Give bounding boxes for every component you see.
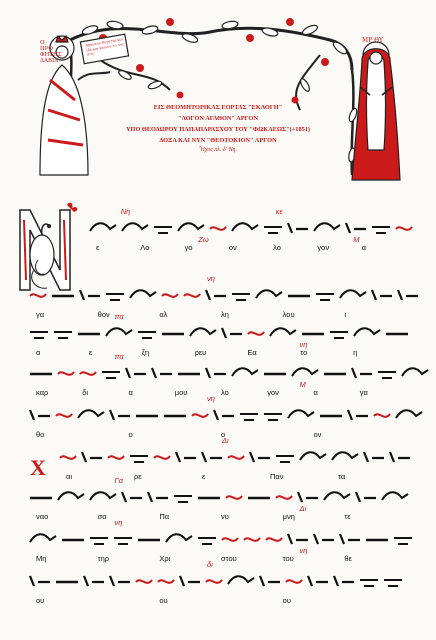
syllable: Πα: [159, 512, 170, 521]
syllable: ε: [202, 472, 206, 481]
neume-glyph: [314, 534, 334, 544]
neume-glyph: [340, 290, 366, 298]
syllable: γα: [359, 388, 368, 397]
echos-label: Ἦχος πλ. δ' Νη.: [199, 147, 237, 153]
title-line-4: ΔΟΞΑ ΚΑΙ ΝΥΝ "ΘΕΟΤΟΚΙΟΝ" ΑΡΓΟΝ: [159, 137, 277, 144]
neume-glyph: [136, 580, 152, 583]
syllable: λου: [282, 310, 295, 319]
neume-glyph: [266, 538, 282, 541]
syllable: λο: [221, 388, 229, 397]
neume-glyph: [352, 368, 372, 378]
neume-glyph: [270, 328, 296, 336]
neume-glyph: [364, 452, 384, 462]
syllable: τηρ: [97, 554, 110, 563]
syllable: σα: [97, 512, 107, 521]
title-line-3: ΥΠΟ ΘΕΟΔΩΡΟΥ ΠΑΠΑΠΑΡΑΣΧΟΥ ΤΟΥ "ΦΩΚΑΕΩΣ"(+1851): [126, 126, 310, 133]
inscription-line: Ο: [40, 40, 45, 46]
syllable: αλ: [159, 310, 168, 319]
syllable: ου: [159, 596, 168, 605]
syllable: Χρι: [159, 554, 171, 563]
inscription-line: ΦΗΤΗΣ: [40, 52, 62, 58]
neume-glyph: [206, 368, 226, 378]
neume-glyph: [184, 294, 200, 297]
neume-glyph: [176, 452, 196, 462]
syllable: ε: [96, 243, 100, 252]
neume-glyph: [90, 223, 116, 231]
neume-glyph: [206, 290, 226, 300]
neume-glyph: [264, 414, 282, 420]
neume-line: [0, 482, 436, 508]
neume-glyph: [222, 538, 238, 541]
syllable: ο: [221, 430, 226, 439]
prophet-inscription: [40, 40, 62, 64]
syllable: γο: [184, 243, 193, 252]
neume-line: [0, 318, 436, 344]
neume-glyph: [154, 227, 172, 233]
neume-glyph: [210, 227, 226, 230]
neume-glyph: [346, 223, 366, 233]
syllable: ου: [282, 596, 291, 605]
neume-glyph: [54, 332, 72, 338]
neume-glyph: [178, 223, 204, 231]
neume-glyph: [330, 332, 348, 338]
neume-glyph: [298, 492, 318, 502]
neume-glyph: [396, 227, 412, 230]
neume-glyph: [154, 456, 170, 459]
syllable: Λο: [140, 243, 150, 252]
neume-glyph: [378, 372, 396, 378]
syllable: θο: [36, 430, 45, 439]
neume-glyph: [292, 368, 318, 376]
martyria-note: Μ: [353, 235, 360, 244]
martyria-note: πα: [114, 312, 124, 321]
neume-glyph: [80, 372, 96, 375]
martyria-note: Ζω: [198, 235, 209, 244]
neume-glyph: [82, 452, 102, 462]
neume-glyph: [232, 294, 250, 300]
theotokos-inscription: ΜΡ ΘΥ: [362, 37, 383, 44]
neume-glyph: [102, 372, 120, 378]
martyria-note: νη: [299, 546, 308, 555]
neume-glyph: [78, 410, 104, 418]
martyria-note: Δι: [222, 436, 229, 445]
syllable: η: [353, 348, 358, 357]
neume-line: [0, 566, 436, 592]
neume-glyph: [56, 414, 72, 417]
neume-glyph: [30, 410, 50, 420]
neume-glyph: [382, 492, 408, 500]
neume-glyph: [30, 332, 48, 338]
neume-line: [0, 400, 436, 426]
neume-glyph: [324, 492, 350, 500]
neume-glyph: [402, 368, 428, 376]
neume-line: [0, 358, 436, 384]
syllable: θον: [97, 310, 110, 319]
martyria-note: νη: [114, 518, 123, 527]
syllable: ον: [228, 243, 237, 252]
syllable: ον: [313, 430, 322, 439]
martyria-note: νη: [207, 274, 215, 283]
neume-glyph: [334, 576, 354, 586]
syllable: ξη: [141, 348, 150, 357]
syllable: στου: [221, 554, 237, 563]
neume-glyph: [288, 223, 308, 233]
neume-glyph: [110, 410, 130, 420]
neume-glyph: [90, 492, 116, 500]
neume-glyph: [108, 456, 124, 459]
title-block: [70, 102, 366, 153]
syllable: ρε: [134, 472, 142, 481]
martyria-note: πα: [114, 352, 124, 361]
neume-glyph: [84, 576, 104, 586]
neume-glyph: [80, 290, 100, 300]
syllable: α: [128, 388, 133, 397]
neume-glyph: [250, 452, 270, 462]
martyria-note: Γα: [114, 476, 124, 485]
martyria-note: νη: [207, 394, 215, 403]
syllable: α: [36, 348, 41, 357]
neume-glyph: [398, 290, 418, 300]
syllable: Παν: [270, 472, 284, 481]
syllable: Μη: [36, 554, 47, 563]
syllable: μνη: [282, 512, 295, 521]
neume-glyph: [60, 456, 76, 459]
neume-glyph: [30, 576, 50, 586]
syllable: τε: [344, 512, 351, 521]
neume-glyph: [396, 410, 422, 418]
syllable: Εα: [247, 348, 257, 357]
neume-glyph: [158, 580, 174, 583]
neume-glyph: [256, 290, 282, 298]
neume-glyph: [166, 534, 192, 542]
neume-glyph: [222, 328, 242, 338]
syllable: ο: [128, 430, 133, 439]
neume-glyph: [130, 290, 156, 298]
syllable: του: [282, 554, 294, 563]
neume-line: [0, 442, 436, 468]
neume-glyph: [192, 414, 208, 417]
syllable: μου: [174, 388, 188, 397]
neume-glyph: [260, 576, 280, 586]
neume-glyph: [286, 580, 302, 583]
neume-glyph: [360, 580, 378, 586]
martyria-note: Νη: [120, 207, 131, 216]
neume-glyph: [240, 414, 258, 420]
neume-glyph: [114, 538, 132, 544]
initial-letter-chi: Χ: [30, 455, 46, 480]
syllable: θε: [344, 554, 352, 563]
inscription-line: ΠΡΟ: [40, 46, 54, 52]
neume-glyph: [138, 332, 156, 338]
martyria-note: κε: [275, 207, 283, 216]
neume-glyph: [122, 223, 148, 231]
neume-glyph: [152, 368, 172, 378]
neume-glyph: [58, 372, 74, 375]
neume-line: [0, 524, 436, 550]
inscription-line: ΔΑΒΙΔ: [40, 58, 59, 64]
neume-glyph: [226, 496, 242, 499]
neume-glyph: [228, 456, 244, 459]
neume-line: [0, 280, 436, 306]
neume-glyph: [232, 223, 258, 231]
neume-glyph: [110, 576, 130, 586]
neume-glyph: [340, 534, 360, 544]
neume-glyph: [228, 576, 254, 584]
syllable: ου: [36, 596, 45, 605]
neume-glyph: [180, 576, 200, 586]
syllable: το: [300, 348, 308, 357]
neume-glyph: [354, 328, 380, 336]
neume-glyph: [148, 492, 168, 502]
neume-glyph: [244, 538, 260, 541]
neume-glyph: [372, 290, 392, 300]
neume-glyph: [288, 534, 308, 544]
martyria-note: Μ: [299, 380, 306, 389]
martyria-note: δι: [207, 560, 213, 569]
neume-glyph: [214, 410, 234, 420]
neume-glyph: [276, 456, 294, 462]
neume-glyph: [356, 492, 376, 502]
neume-glyph: [202, 452, 222, 462]
neume-glyph: [30, 294, 46, 297]
title-line-2: "ΛΟΓΟΝ ΑΓΑΘΟΝ" ΑΡΓΟΝ: [177, 115, 259, 122]
neume-glyph: [126, 368, 146, 378]
header-illumination: [0, 0, 436, 200]
syllable: γον: [267, 388, 279, 397]
neume-glyph: [316, 294, 334, 300]
neume-glyph: [264, 227, 282, 233]
syllable: ι: [344, 310, 346, 319]
neume-glyph: [384, 580, 402, 586]
syllable: καρ: [36, 388, 49, 397]
syllable: ναο: [36, 512, 49, 521]
syllable: γον: [317, 243, 330, 252]
neume-glyph: [276, 496, 292, 499]
neume-glyph: [122, 492, 142, 502]
neume-glyph: [300, 452, 326, 460]
neume-glyph: [58, 492, 84, 500]
neume-glyph: [174, 496, 192, 502]
syllable: αι: [66, 472, 73, 481]
neume-glyph: [162, 294, 178, 297]
neume-line: [0, 213, 436, 239]
syllable: λη: [221, 310, 229, 319]
syllable: ε: [88, 348, 93, 357]
neume-glyph: [314, 223, 340, 231]
neume-glyph: [190, 328, 216, 336]
neume-glyph: [130, 456, 148, 462]
neume-glyph: [390, 452, 410, 462]
neume-glyph: [90, 538, 108, 544]
neume-glyph: [30, 534, 56, 542]
neume-glyph: [394, 538, 412, 544]
neume-glyph: [206, 580, 222, 583]
title-line-1: ΕΙΣ ΘΕΟΜΗΤΟΡΙΚΑΣ ΕΟΡΤΑΣ "ΕΚΛΟΓΗ": [153, 104, 283, 111]
neume-glyph: [106, 294, 124, 300]
neume-glyph: [372, 227, 390, 233]
neume-glyph: [198, 538, 216, 544]
syllable: δι: [82, 388, 89, 397]
scroll-text: Ακουσον θυγατερ και ιδε και κλινον το ους σου: [85, 37, 125, 57]
neume-glyph: [288, 410, 314, 418]
martyria-note: Δι: [299, 504, 307, 513]
neume-glyph: [248, 332, 264, 335]
syllable: α: [361, 243, 367, 252]
music-row: [0, 560, 436, 616]
neume-glyph: [332, 452, 358, 460]
neume-glyph: [348, 410, 368, 420]
syllable: νυ: [221, 512, 229, 521]
neume-glyph: [232, 368, 258, 376]
syllable: λο: [273, 243, 281, 252]
syllable: γα: [36, 310, 45, 319]
martyria-note: νη: [299, 340, 308, 349]
syllable: τα: [338, 472, 346, 481]
syllable: α: [313, 388, 318, 397]
syllable: ρευ: [194, 348, 207, 357]
neume-glyph: [106, 328, 132, 336]
neume-glyph: [374, 414, 390, 417]
music-row: [0, 207, 436, 263]
neume-glyph: [308, 576, 328, 586]
